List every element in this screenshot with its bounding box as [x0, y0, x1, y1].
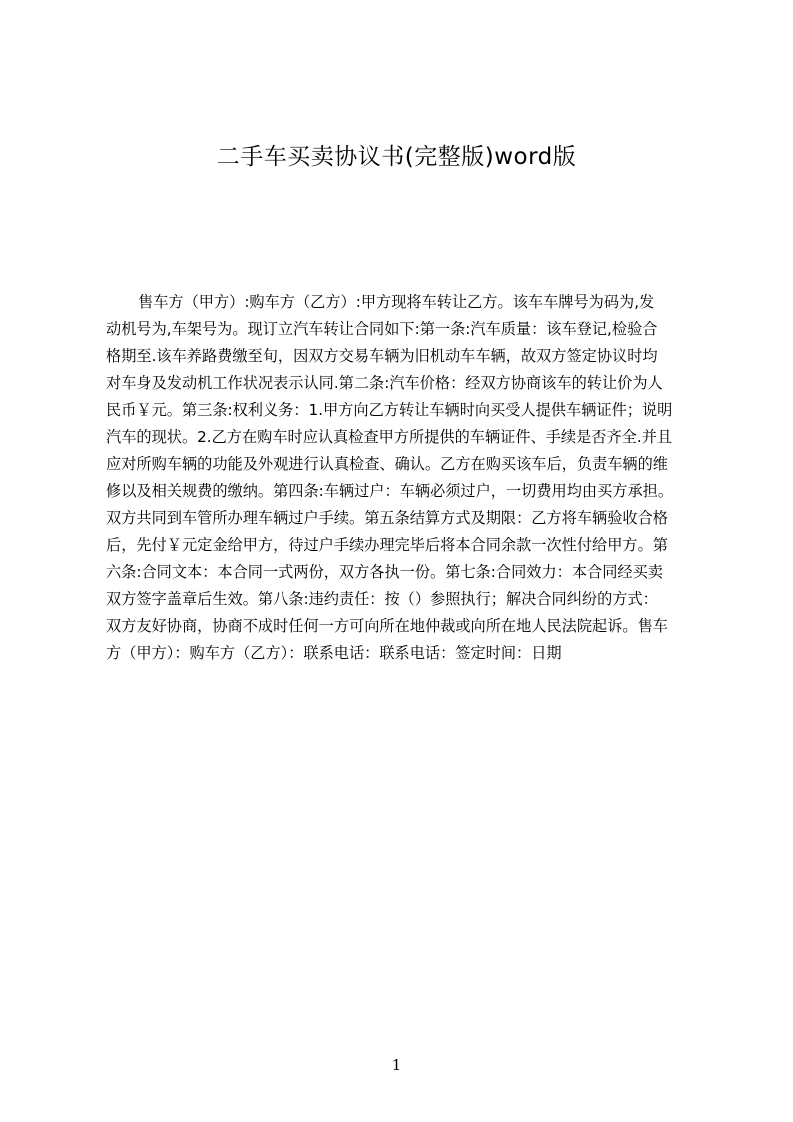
body-line: 售车方（甲方）:购车方（乙方）:甲方现将车转让乙方。该车车牌号为码为,发 [138, 293, 655, 311]
body-line: 后，先付￥元定金给甲方，待过户手续办理完毕后将本合同余款一次性付给甲方。第 [106, 536, 668, 554]
contract-body [106, 289, 700, 669]
body-line: 格期至.该车养路费缴至旬，因双方交易车辆为旧机动车车辆，故双方签定协议时均 [106, 347, 658, 365]
body-line: 六条:合同文本：本合同一式两份，双方各执一份。第七条:合同效力：本合同经买卖 [106, 563, 663, 581]
body-line: 汽车的现状。2.乙方在购车时应认真检查甲方所提供的车辆证件、手续是否齐全.并且 [106, 428, 673, 446]
body-line: 双方签字盖章后生效。第八条:违约责任：按（）参照执行；解决合同纠纷的方式： [106, 590, 658, 608]
page-number: 1 [391, 1056, 402, 1074]
body-line: 方（甲方）：购车方（乙方）：联系电话：联系电话：签定时间：日期 [106, 644, 562, 662]
body-line: 应对所购车辆的功能及外观进行认真检查、确认。乙方在购买该车后，负责车辆的维 [106, 455, 668, 473]
body-line: 双方共同到车管所办理车辆过户手续。第五条结算方式及期限：乙方将车辆验收合格 [106, 509, 668, 527]
body-line: 双方友好协商，协商不成时任何一方可向所在地仲裁或向所在地人民法院起诉。售车 [106, 617, 668, 635]
body-line: 对车身及发动机工作状况表示认同.第二条:汽车价格：经双方协商该车的转让价为人 [106, 374, 663, 392]
body-line: 民币￥元。第三条:权利义务：1.甲方向乙方转让车辆时向买受人提供车辆证件；说明 [106, 401, 673, 419]
document-title: 二手车买卖协议书(完整版)word版 [216, 144, 577, 170]
body-line: 修以及相关规费的缴纳。第四条:车辆过户：车辆必须过户，一切费用均由买方承担。 [106, 482, 674, 500]
body-line: 动机号为,车架号为。现订立汽车转让合同如下:第一条:汽车质量：该车登记,检验合 [106, 320, 658, 338]
